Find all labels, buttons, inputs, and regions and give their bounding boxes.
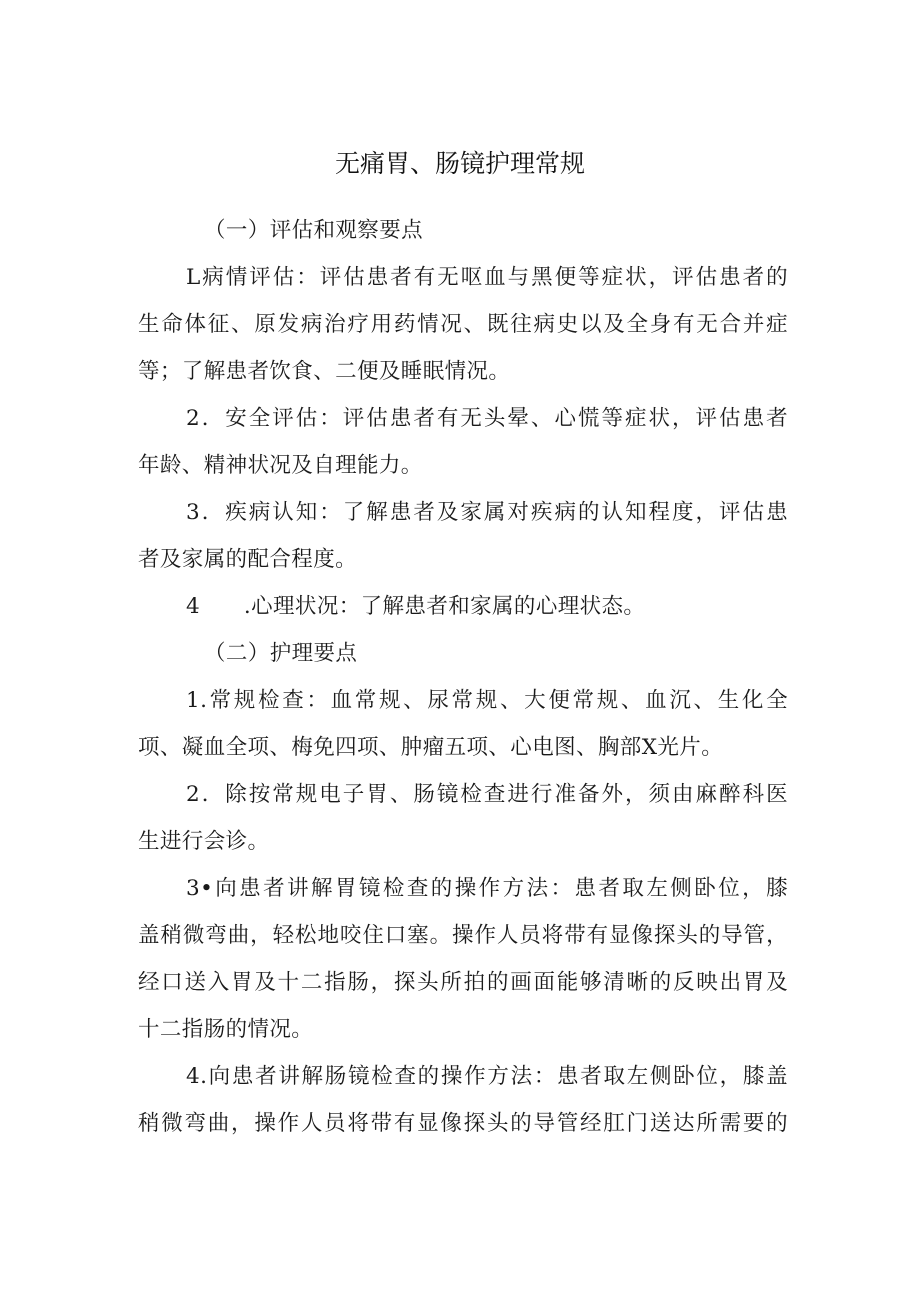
section-heading-assessment: （一）评估和观察要点 <box>204 218 424 243</box>
paragraph-line: 十二指肠的情况。 <box>138 1017 314 1042</box>
paragraph-line: 项、凝血全项、梅免四项、肿瘤五项、心电图、胸部X光片。 <box>138 735 724 760</box>
paragraph-line: 2．安全评估：评估患者有无头晕、心慌等症状，评估患者 <box>186 406 788 431</box>
document-title: 无痛胃、肠镜护理常规 <box>334 149 585 178</box>
paragraph-line: 1.常规检查：血常规、尿常规、大便常规、血沉、生化全 <box>186 688 788 713</box>
paragraph-line: 者及家属的配合程度。 <box>138 547 358 572</box>
paragraph-line: 4 .心理状况：了解患者和家属的心理状态。 <box>186 594 646 619</box>
section-heading-nursing: （二）护理要点 <box>204 641 358 666</box>
paragraph-line: 年龄、精神状况及自理能力。 <box>138 453 423 478</box>
paragraph-line: 盖稍微弯曲，轻松地咬住口塞。操作人员将带有显像探头的导管， <box>138 923 788 948</box>
document-body <box>138 207 788 1147</box>
paragraph-line: 经口送入胃及十二指肠，探头所拍的画面能够清晰的反映出胃及 <box>138 970 788 995</box>
paragraph-line: 2．除按常规电子胃、肠镜检查进行准备外，须由麻醉科医 <box>186 782 788 807</box>
paragraph-line: 等；了解患者饮食、二便及睡眠情况。 <box>138 359 511 384</box>
paragraph-line: 稍微弯曲，操作人员将带有显像探头的导管经肛门送达所需要的 <box>138 1111 788 1136</box>
paragraph-line: 4.向患者讲解肠镜检查的操作方法：患者取左侧卧位，膝盖 <box>186 1064 788 1089</box>
paragraph-line: L病情评估：评估患者有无呕血与黑便等症状，评估患者的 <box>186 265 788 290</box>
paragraph-line: 3．疾病认知：了解患者及家属对疾病的认知程度，评估患 <box>186 500 788 525</box>
paragraph-line: 3•向患者讲解胃镜检查的操作方法：患者取左侧卧位，膝 <box>186 876 788 901</box>
paragraph-line: 生命体征、原发病治疗用药情况、既往病史以及全身有无合并症 <box>138 312 788 337</box>
paragraph-line: 生进行会诊。 <box>138 829 270 854</box>
